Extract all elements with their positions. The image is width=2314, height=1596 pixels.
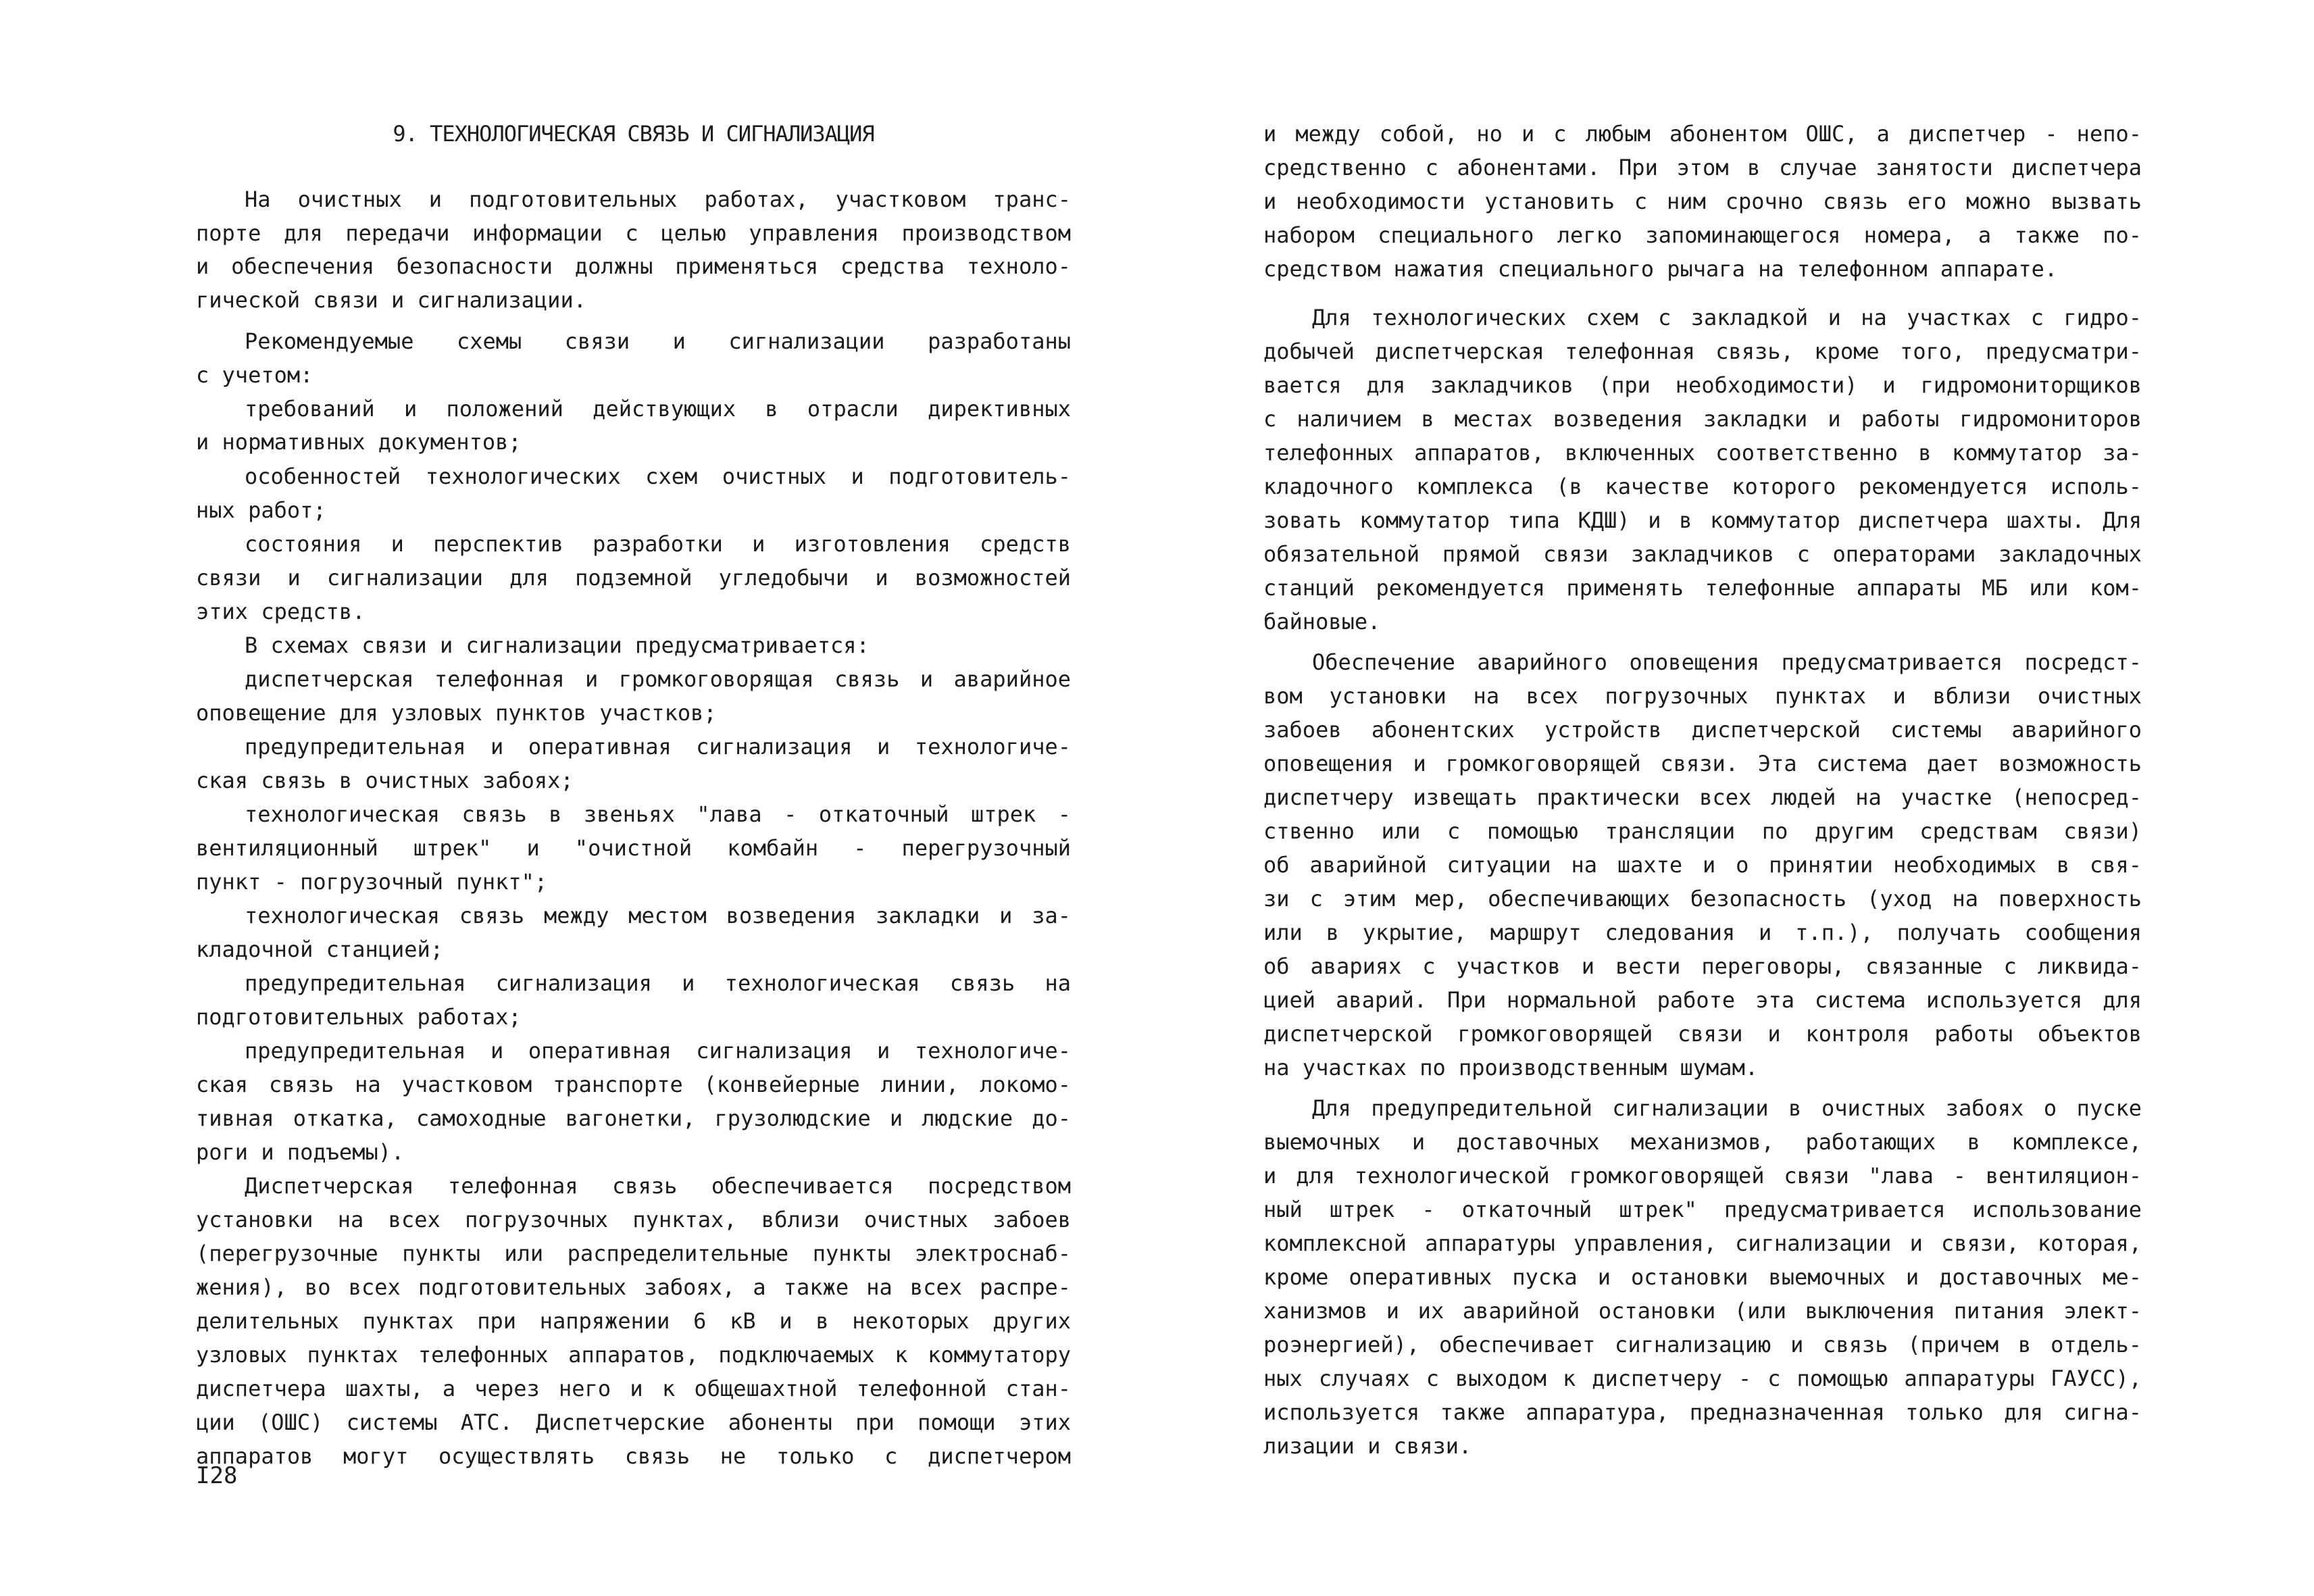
right-text-line: Для предупредительной сигнализации в очистных забоях о пуске xyxy=(1312,1095,2142,1121)
left-text-line: диспетчерская телефонная и громкоговорящая связь и аварийное xyxy=(245,666,1071,692)
right-text-line: зовать коммутатор типа КДШ) и в коммутатор диспетчера шахты. Для xyxy=(1263,507,2142,533)
left-text-line: особенностей технологических схем очистных и подготовитель- xyxy=(245,464,1071,489)
left-text-line: делительных пунктах при напряжении 6 кВ и в некоторых других xyxy=(196,1308,1071,1334)
right-text-line: кроме оперативных пуска и остановки выемочных и доставочных ме- xyxy=(1263,1264,2142,1290)
left-text-line: ская связь на участковом транспорте (конвейерные линии, локомо- xyxy=(196,1072,1071,1097)
left-text-line: роги и подъемы). xyxy=(196,1139,405,1165)
right-text-line: диспетчеру извещать практически всех людей на участке (непосред- xyxy=(1263,784,2142,810)
left-text-line: ская связь в очистных забоях; xyxy=(196,768,574,793)
left-text-line: предупредительная сигнализация и технологическая связь на xyxy=(245,970,1071,996)
right-text-line: забоев абонентских устройств диспетчерской системы аварийного xyxy=(1263,717,2142,743)
right-text-line: цией аварий. При нормальной работе эта система используется для xyxy=(1263,987,2142,1013)
left-text-line: состояния и перспектив разработки и изготовления средств xyxy=(245,531,1071,557)
left-text-line: Диспетчерская телефонная связь обеспечивается посредством xyxy=(245,1173,1071,1199)
left-text-line: технологическая связь между местом возведения закладки и за- xyxy=(245,903,1071,928)
left-text-line: и обеспечения безопасности должны применяться средства техноло- xyxy=(196,253,1071,279)
left-text-line: подготовительных работах; xyxy=(196,1004,522,1030)
right-text-line: диспетчерской громкоговорящей связи и контроля работы объектов xyxy=(1263,1021,2142,1047)
right-text-line: Для технологических схем с закладкой и на участках с гидро- xyxy=(1312,305,2142,330)
right-text-line: Обеспечение аварийного оповещения предусматривается посредст- xyxy=(1312,649,2142,675)
left-text-line: и нормативных документов; xyxy=(196,429,522,455)
left-text-line: В схемах связи и сигнализации предусматривается: xyxy=(245,632,870,658)
right-text-line: набором специального легко запоминающегося номера, а также по- xyxy=(1263,222,2142,248)
right-text-line: ных случаях с выходом к диспетчеру - с помощью аппаратуры ГАУСС), xyxy=(1263,1366,2142,1391)
right-text-line: и необходимости установить с ним срочно связь его можно вызвать xyxy=(1263,189,2142,214)
section-heading: 9. ТЕХНОЛОГИЧЕСКАЯ СВЯЗЬ И СИГНАЛИЗАЦИЯ xyxy=(393,121,874,147)
right-text-line: телефонных аппаратов, включенных соответственно в коммутатор за- xyxy=(1263,440,2142,466)
left-text-line: порте для передачи информации с целью управления производством xyxy=(196,220,1071,246)
right-text-line: и для технологической громкоговорящей связи "лава - вентиляцион- xyxy=(1263,1163,2142,1189)
right-text-line: ханизмов и их аварийной остановки (или выключения питания элект- xyxy=(1263,1298,2142,1324)
left-text-line: диспетчера шахты, а через него и к общешахтной телефонной стан- xyxy=(196,1376,1071,1401)
left-text-line: аппаратов могут осуществлять связь не только с диспетчером xyxy=(196,1443,1071,1469)
right-text-line: ственно или с помощью трансляции по другим средствам связи) xyxy=(1263,818,2142,844)
right-text-line: средственно с абонентами. При этом в случае занятости диспетчера xyxy=(1263,155,2142,180)
left-text-line: узловых пунктах телефонных аппаратов, подключаемых к коммутатору xyxy=(196,1342,1071,1368)
right-text-line: выемочных и доставочных механизмов, работающих в комплексе, xyxy=(1263,1129,2142,1155)
left-text-line: оповещение для узловых пунктов участков; xyxy=(196,700,717,726)
right-text-line: обязательной прямой связи закладчиков с операторами закладочных xyxy=(1263,541,2142,567)
right-text-line: на участках по производственным шумам. xyxy=(1263,1055,1759,1080)
left-text-line: ных работ; xyxy=(196,497,326,523)
left-text-line: тивная откатка, самоходные вагонетки, грузолюдские и людские до- xyxy=(196,1105,1071,1131)
left-text-line: Рекомендуемые схемы связи и сигнализации разработаны xyxy=(245,328,1071,354)
right-text-line: оповещения и громкоговорящей связи. Эта система дает возможность xyxy=(1263,751,2142,776)
left-text-line: пункт - погрузочный пункт"; xyxy=(196,869,548,895)
right-text-line: кладочного комплекса (в качестве которого рекомендуется исполь- xyxy=(1263,474,2142,499)
left-text-line: гической связи и сигнализации. xyxy=(196,287,586,313)
right-text-line: вается для закладчиков (при необходимости) и гидромониторщиков xyxy=(1263,372,2142,398)
left-text-line: кладочной станцией; xyxy=(196,937,444,962)
right-text-line: с наличием в местах возведения закладки и работы гидромониторов xyxy=(1263,406,2142,432)
right-text-line: об авариях с участков и вести переговоры, связанные с ликвида- xyxy=(1263,953,2142,979)
right-text-line: и между собой, но и с любым абонентом ОШС, а диспетчер - непо- xyxy=(1263,121,2142,147)
right-text-line: зи с этим мер, обеспечивающих безопасность (уход на поверхность xyxy=(1263,886,2142,912)
right-text-line: добычей диспетчерская телефонная связь, кроме того, предусматри- xyxy=(1263,339,2142,364)
left-text-line: На очистных и подготовительных работах, участковом транс- xyxy=(245,186,1071,212)
left-text-line: ции (ОШС) системы АТС. Диспетчерские абоненты при помощи этих xyxy=(196,1410,1071,1435)
left-text-line: вентиляционный штрек" и "очистной комбайн - перегрузочный xyxy=(196,835,1071,861)
left-text-line: предупредительная и оперативная сигнализация и технологиче- xyxy=(245,1038,1071,1064)
left-text-line: технологическая связь в звеньях "лава - откаточный штрек - xyxy=(245,801,1071,827)
right-text-line: об аварийной ситуации на шахте и о принятии необходимых в свя- xyxy=(1263,852,2142,878)
right-text-line: комплексной аппаратуры управления, сигнализации и связи, которая, xyxy=(1263,1230,2142,1256)
right-text-line: байновые. xyxy=(1263,609,1381,634)
right-text-line: ный штрек - откаточный штрек" предусматривается использование xyxy=(1263,1197,2142,1222)
right-text-line: лизации и связи. xyxy=(1263,1433,1472,1459)
page-number: I28 xyxy=(196,1462,238,1489)
right-text-line: роэнергией), обеспечивает сигнализацию и связь (причем в отдель- xyxy=(1263,1332,2142,1357)
right-text-line: или в укрытие, маршрут следования и т.п.), получать сообщения xyxy=(1263,920,2142,945)
left-text-line: с учетом: xyxy=(196,362,313,388)
right-text-line: станций рекомендуется применять телефонные аппараты МБ или ком- xyxy=(1263,575,2142,601)
right-text-line: вом установки на всех погрузочных пунктах и вблизи очистных xyxy=(1263,683,2142,709)
left-text-line: требований и положений действующих в отрасли директивных xyxy=(245,396,1071,422)
left-text-line: предупредительная и оперативная сигнализация и технологиче- xyxy=(245,734,1071,759)
left-text-line: жения), во всех подготовительных забоях, а также на всех распре- xyxy=(196,1274,1071,1300)
right-text-line: средством нажатия специального рычага на телефонном аппарате. xyxy=(1263,256,2058,282)
left-text-line: (перегрузочные пункты или распределительные пункты электроснаб- xyxy=(196,1241,1071,1266)
left-text-line: установки на всех погрузочных пунктах, вблизи очистных забоев xyxy=(196,1207,1071,1232)
left-text-line: связи и сигнализации для подземной угледобычи и возможностей xyxy=(196,565,1071,591)
right-text-line: используется также аппаратура, предназначенная только для сигна- xyxy=(1263,1399,2142,1425)
left-text-line: этих средств. xyxy=(196,599,366,624)
